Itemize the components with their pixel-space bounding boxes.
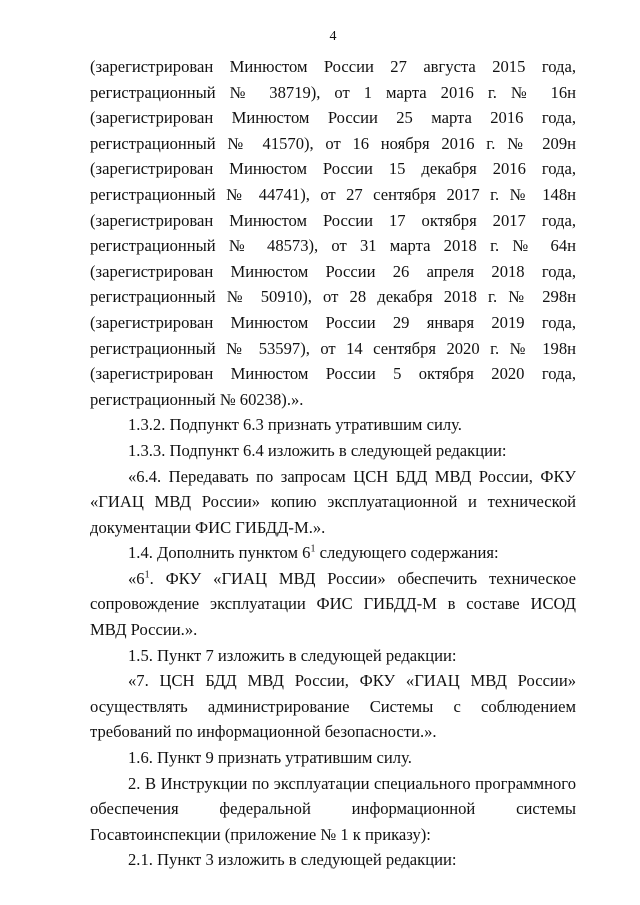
paragraph-1-4: [90, 540, 576, 566]
paragraph-1-6: 1.6. Пункт 9 признать утратившим силу.: [128, 748, 412, 768]
page-number: 4: [329, 29, 337, 44]
paragraph-6-1: [90, 566, 576, 643]
paragraph-7: «7. ЦСН БДД МВД России, ФКУ «ГИАЦ МВД России» осуществлять администрирование Системы с соблюдением требований по информационной безопасности.».: [90, 671, 576, 742]
paragraph-2: 2. В Инструкции по эксплуатации специального программного обеспечения федеральной информационной системы Госавтоинспекции (приложение № 1 к приказу):: [90, 773, 576, 844]
paragraph-6-1-text: «6: [128, 568, 145, 588]
paragraph-registration-list: (зарегистрирован Минюстом России 27 августа 2015 года, регистрационный № 38719), от 1 марта 2016 г. № 16н (зарегистрирован Минюстом России 25 марта 2016 года, регистрационный № 41570), от 16 ноября 2016 г. № 209н (зарегистрирован Минюстом России 15 декабря 2016 года, регистрационный № 44741), от 27 сентября 2017 г. № 148н (зарегистрирован Минюстом России 17 октября 2017 года, регистрационный № 48573), от 31 марта 2018 г. № 64н (зарегистрирован Минюстом России 26 апреля 2018 года, регистрационный № 50910), от 28 декабря 2018 г. № 298н (зарегистрирован Минюстом России 29 января 2019 года, регистрационный № 53597), от 14 сентября 2020 г. № 198н (зарегистрирован Минюстом России 5 октября 2020 года, регистрационный № 60238).».: [90, 57, 576, 409]
paragraph-1-4-text: 1.4. Дополнить пунктом 6: [128, 543, 311, 563]
paragraph-2-1: 2.1. Пункт 3 изложить в следующей редакции:: [128, 850, 457, 870]
paragraph-1-3-3: 1.3.3. Подпункт 6.4 изложить в следующей редакции:: [128, 440, 507, 460]
paragraph-6-1-text-end: . ФКУ «ГИАЦ МВД России» обеспечить техническое сопровождение эксплуатации ФИС ГИБДД-М в составе ИСОД МВД России.».: [90, 568, 576, 640]
paragraph-1-3-2: 1.3.2. Подпункт 6.3 признать утратившим силу.: [128, 415, 462, 435]
paragraph-1-5: 1.5. Пункт 7 изложить в следующей редакции:: [128, 645, 457, 665]
paragraph-6-4: «6.4. Передавать по запросам ЦСН БДД МВД России, ФКУ «ГИАЦ МВД России» копию эксплуатационной и технической документации ФИС ГИБДД-М.».: [90, 466, 576, 537]
paragraph-1-4-text-end: следующего содержания:: [315, 543, 499, 563]
paragraph-1-4-superscript: 1: [310, 543, 316, 555]
document-body: [90, 54, 576, 873]
paragraph-6-1-superscript: 1: [144, 569, 150, 581]
